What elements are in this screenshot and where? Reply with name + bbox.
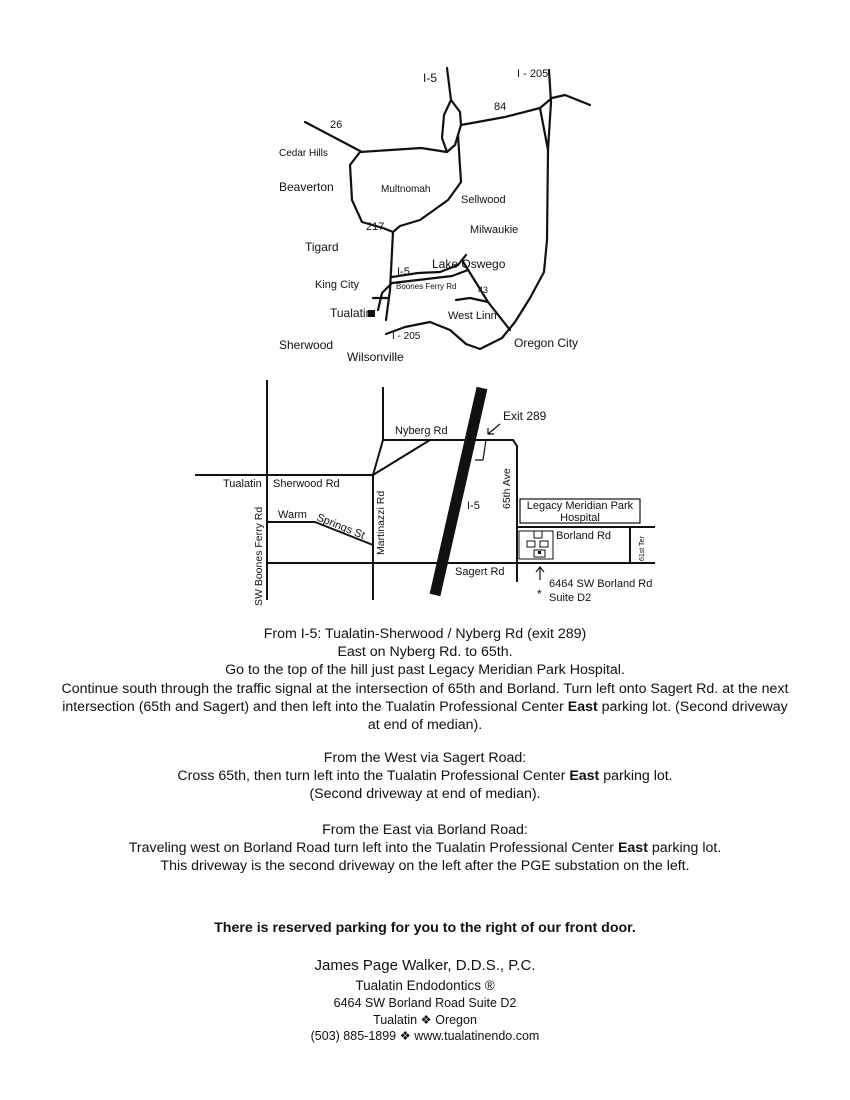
i5-north-road (447, 68, 461, 125)
martinazzi-label: Martinazzi Rd (375, 490, 387, 555)
borland-label: Borland Rd (556, 530, 612, 542)
sagert-label: Sagert Rd (455, 566, 505, 578)
exit-arrow (488, 424, 500, 434)
place-label: Tualatin (330, 306, 373, 320)
practice-name: Tualatin Endodontics ® (355, 978, 495, 993)
practice-address: 6464 SW Borland Road Suite D2 (333, 996, 517, 1010)
i5-south-label: I-5 (397, 266, 410, 278)
direction-line: From I-5: Tualatin-Sherwood / Nyberg Rd (exit 289) (263, 626, 587, 642)
direction-text: Cross 65th, then turn left into the Tualatin Professional Center (177, 768, 570, 785)
west-linn-road (456, 298, 488, 302)
place-label: Wilsonville (347, 350, 404, 364)
east-emphasis: East (567, 698, 598, 715)
reserved-parking-note: There is reserved parking for you to the right of our front door. (214, 920, 636, 936)
hwy217-label: 217 (366, 221, 385, 233)
practice-city: Tualatin ❖ Oregon (373, 1012, 477, 1027)
place-label: Lake Oswego (432, 257, 506, 271)
warm-label: Warm (278, 509, 307, 521)
i205-north-spur (548, 70, 551, 150)
place-label: Beaverton (279, 180, 334, 194)
place-label: West Linn (448, 310, 497, 322)
hospital-line1: Legacy Meridian Park (526, 500, 634, 512)
i205-north-road (540, 95, 590, 108)
direction-line (60, 680, 790, 735)
direction-text: parking lot. (647, 840, 722, 857)
sherwood-rd-label: Sherwood Rd (273, 478, 340, 490)
place-label: Tigard (305, 240, 339, 254)
address-line1: 6464 SW Borland Rd (549, 578, 653, 590)
practice-contact: (503) 885-1899 ❖ www.tualatinendo.com (310, 1029, 540, 1043)
place-label: Multnomah (381, 184, 431, 195)
direction-heading: From the East via Borland Road: (322, 822, 528, 838)
hospital-line2: Hospital (560, 512, 600, 524)
doctor-name: James Page Walker, D.D.S., P.C. (314, 957, 536, 974)
directions-from-west (60, 749, 790, 804)
place-label: Sherwood (279, 338, 334, 352)
i205-south-label: I - 205 (392, 331, 421, 342)
directions-from-i5 (60, 625, 790, 734)
office-star: * (537, 587, 542, 601)
i205-north-label: I - 205 (517, 68, 549, 80)
direction-heading: From the West via Sagert Road: (323, 750, 527, 766)
direction-text: parking lot. (Second driveway at end of median). (367, 698, 788, 734)
tualatin-label: Tualatin (223, 478, 262, 490)
office-arrow (536, 567, 544, 580)
i5-north-label: I-5 (423, 71, 438, 85)
place-label: King City (315, 279, 360, 291)
direction-line (60, 767, 790, 785)
place-label: Boones Ferry Rd (396, 282, 457, 291)
direction-line: (Second driveway at end of median). (309, 786, 541, 803)
office-marker-icon (538, 551, 541, 554)
place-label: Milwaukie (470, 224, 519, 236)
directions-from-east (60, 821, 790, 876)
office-building-icon (519, 531, 553, 559)
address-line2: Suite D2 (549, 592, 592, 604)
place-label: Sellwood (461, 194, 506, 206)
springs-label: Springs St (314, 511, 367, 542)
exit-ramp (475, 440, 486, 460)
hwy43-label: 43 (478, 285, 489, 295)
hwy26-label: 26 (330, 119, 343, 131)
east-emphasis: East (569, 768, 600, 785)
direction-text: parking lot. (599, 768, 673, 785)
region-map-labels (279, 68, 578, 364)
direction-text: Traveling west on Borland Road turn left into the Tualatin Professional Center (128, 840, 618, 857)
direction-line: East on Nyberg Rd. to 65th. (337, 644, 513, 661)
i84-label: 84 (494, 101, 507, 113)
direction-line: Go to the top of the hill just past Legacy Meridian Park Hospital. (225, 662, 625, 679)
direction-text: Continue south through the traffic signal at the intersection of 65th and Borland. Turn left onto Sagert Rd. at the next intersection (65th and Sagert) and then left into the Tualatin Professional Center (61, 680, 789, 715)
nyberg-label: Nyberg Rd (395, 425, 448, 437)
65th-ave-label: 65th Ave (501, 468, 513, 509)
boones-ferry-label: SW Boones Ferry Rd (253, 506, 265, 606)
direction-line (60, 839, 790, 857)
61st-ter-label: 61st Ter (639, 536, 646, 561)
i5-label: I-5 (467, 500, 480, 512)
direction-line: This driveway is the second driveway on the left after the PGE substation on the left. (160, 858, 690, 875)
practice-footer (0, 956, 850, 1045)
place-label: Cedar Hills (279, 148, 328, 159)
place-label: Oregon City (514, 336, 579, 350)
east-emphasis: East (617, 840, 648, 857)
exit-label: Exit 289 (503, 409, 547, 423)
